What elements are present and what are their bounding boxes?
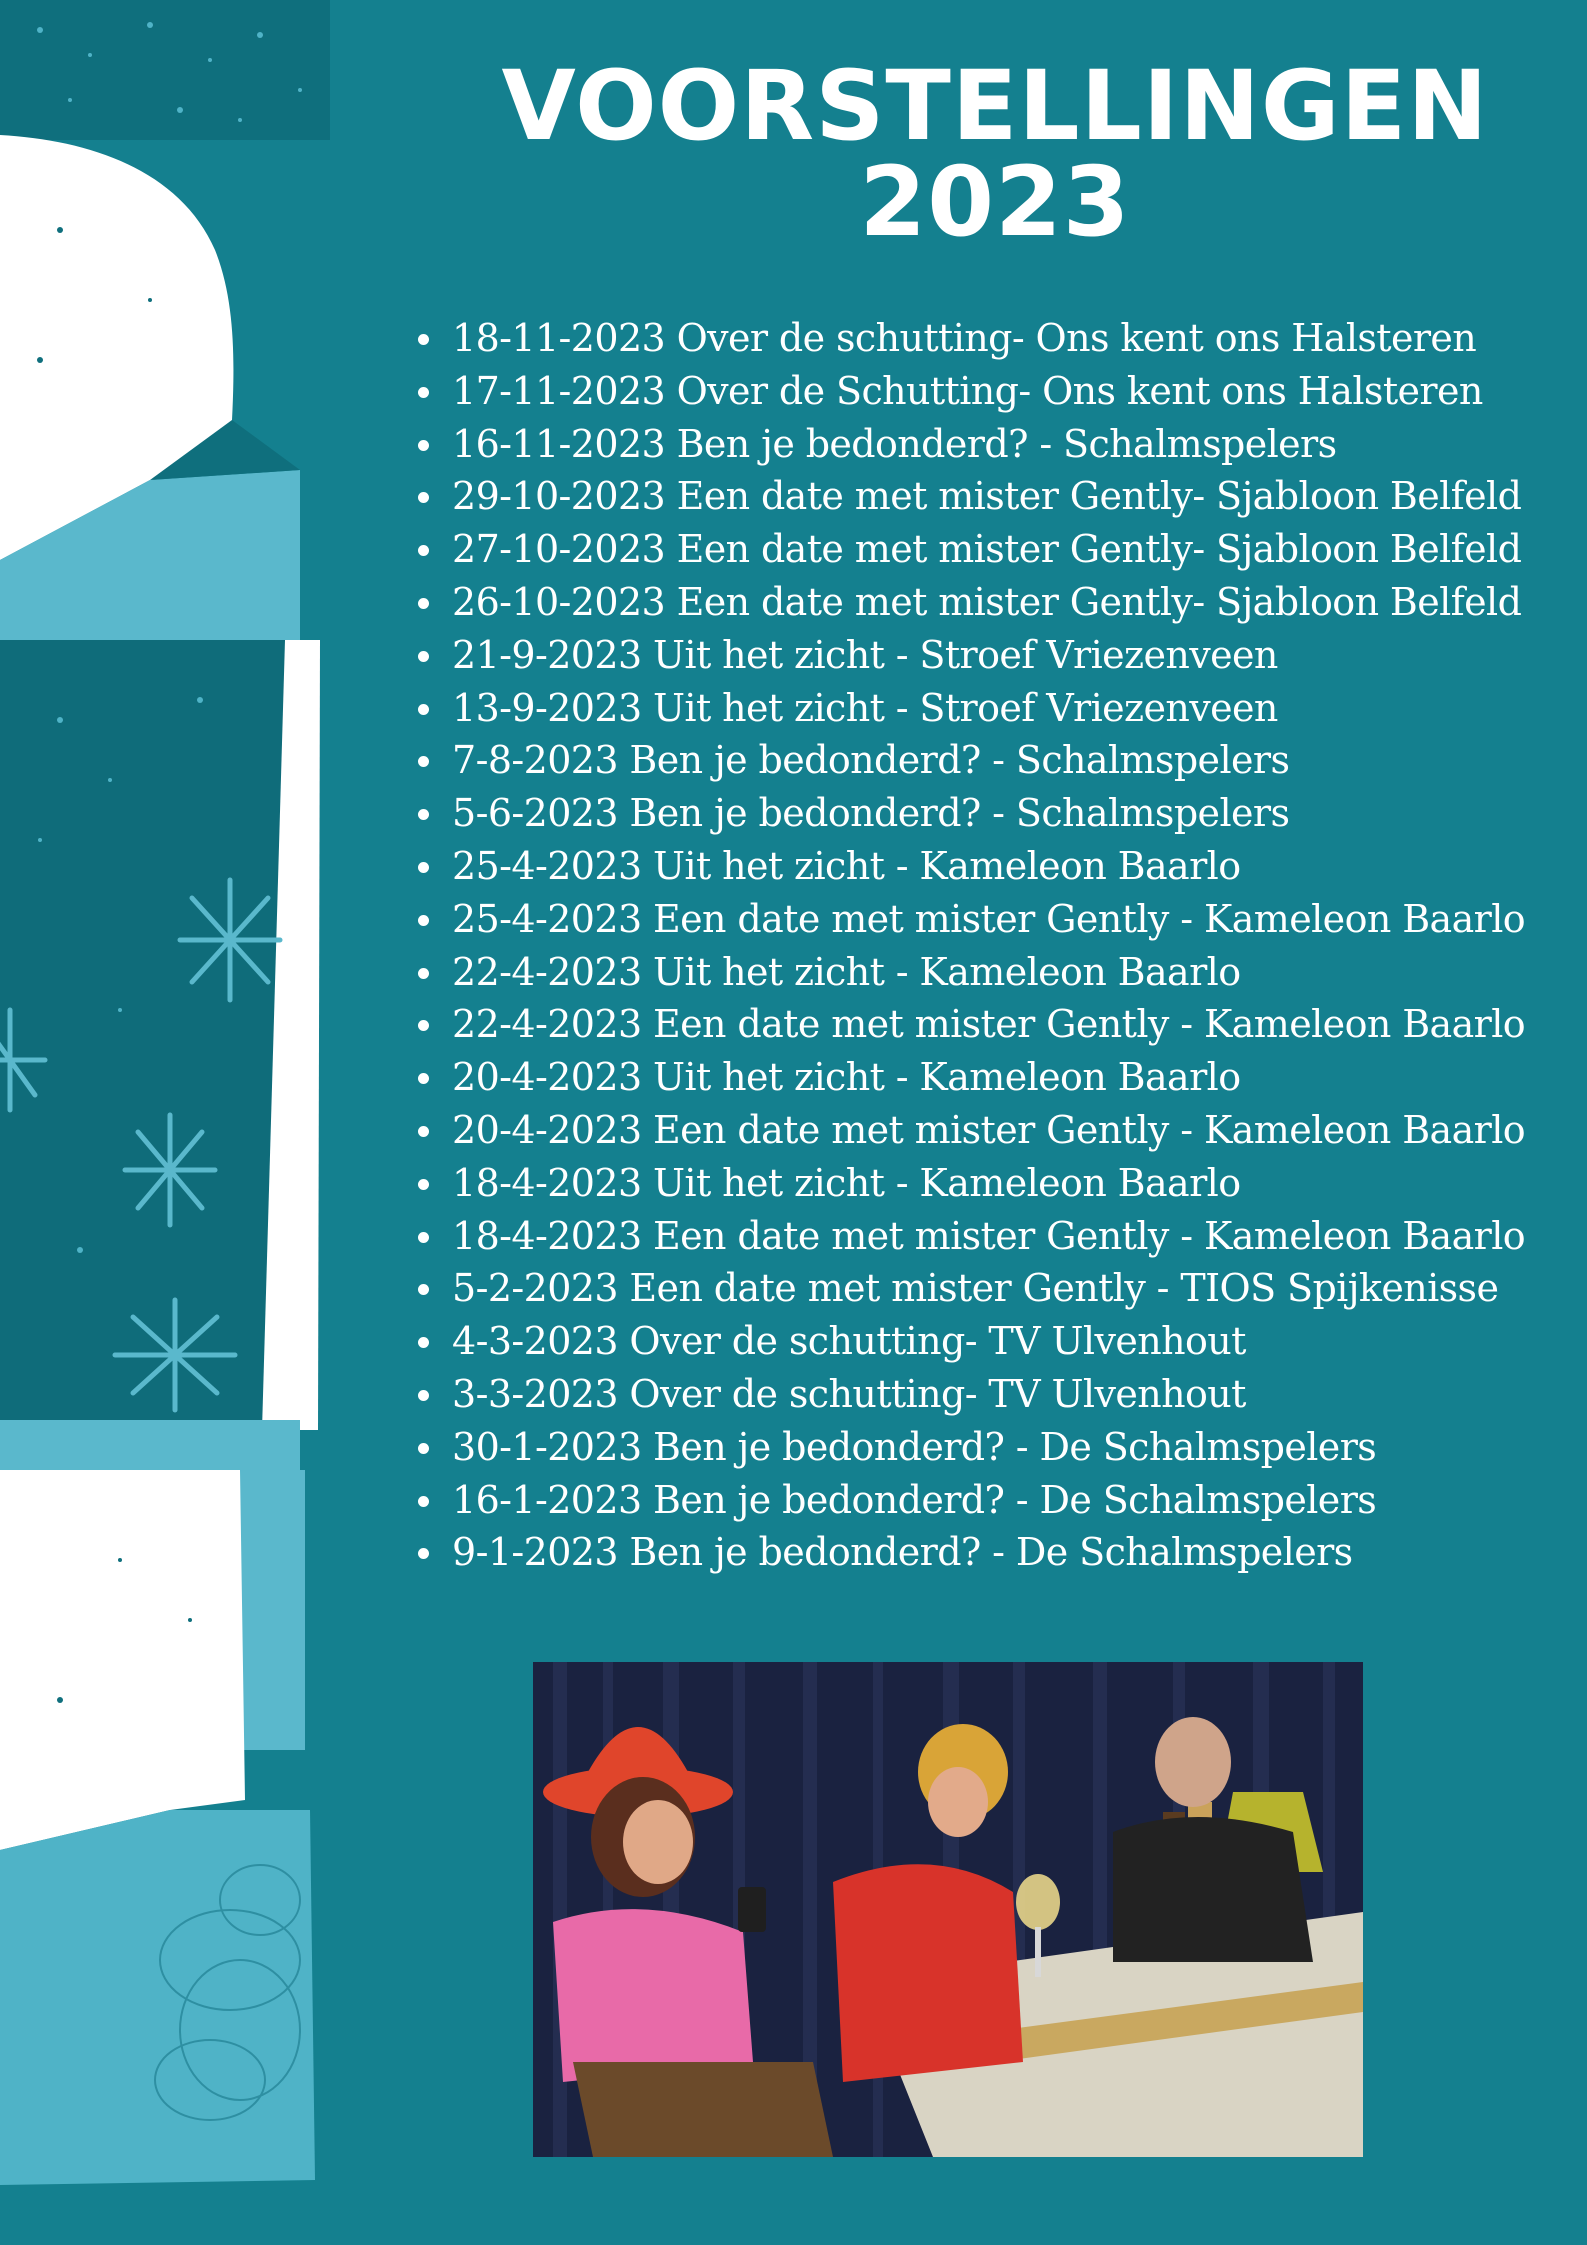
- performance-text: 21-9-2023 Uit het zicht - Stroef Vriezenveen: [452, 632, 1278, 677]
- bullet-icon: [418, 862, 429, 873]
- list-item: [412, 1526, 1582, 1579]
- performance-text: 26-10-2023 Een date met mister Gently- Sjabloon Belfeld: [452, 579, 1522, 624]
- list-item: [412, 1262, 1582, 1315]
- bullet-icon: [418, 492, 429, 503]
- title-line-1: VOORSTELLINGEN: [501, 50, 1489, 162]
- list-item: [412, 1368, 1582, 1421]
- performance-text: 20-4-2023 Uit het zicht - Kameleon Baarlo: [452, 1055, 1241, 1100]
- performance-text: 9-1-2023 Ben je bedonderd? - De Schalmspelers: [452, 1530, 1353, 1575]
- decorative-collage: [0, 0, 340, 2245]
- performance-text: 16-11-2023 Ben je bedonderd? - Schalmspelers: [452, 421, 1337, 466]
- bullet-icon: [418, 598, 429, 609]
- performance-text: 4-3-2023 Over de schutting- TV Ulvenhout: [452, 1319, 1246, 1364]
- performance-text: 3-3-2023 Over de schutting- TV Ulvenhout: [452, 1371, 1246, 1416]
- bullet-icon: [418, 756, 429, 767]
- bullet-icon: [418, 387, 429, 398]
- bullet-icon: [418, 1390, 429, 1401]
- bullet-icon: [418, 1179, 429, 1190]
- list-item: [412, 312, 1582, 365]
- list-item: [412, 998, 1582, 1051]
- bullet-icon: [418, 1126, 429, 1137]
- list-item: [412, 840, 1582, 893]
- performance-list: [412, 312, 1582, 1579]
- list-item: [412, 1051, 1582, 1104]
- performance-text: 16-1-2023 Ben je bedonderd? - De Schalmspelers: [452, 1477, 1377, 1522]
- performance-text: 5-6-2023 Ben je bedonderd? - Schalmspelers: [452, 791, 1290, 836]
- list-item: [412, 418, 1582, 471]
- list-item: [412, 1104, 1582, 1157]
- bullet-icon: [418, 1496, 429, 1507]
- performance-text: 22-4-2023 Een date met mister Gently - Kameleon Baarlo: [452, 1002, 1526, 1047]
- bullet-icon: [418, 704, 429, 715]
- performance-text: 30-1-2023 Ben je bedonderd? - De Schalmspelers: [452, 1424, 1377, 1469]
- title-line-2: 2023: [859, 146, 1131, 258]
- bullet-icon: [418, 1073, 429, 1084]
- performance-text: 22-4-2023 Uit het zicht - Kameleon Baarlo: [452, 949, 1241, 994]
- bullet-icon: [418, 1232, 429, 1243]
- performance-text: 20-4-2023 Een date met mister Gently - Kameleon Baarlo: [452, 1107, 1526, 1152]
- bullet-icon: [418, 334, 429, 345]
- list-item: [412, 893, 1582, 946]
- performance-text: 13-9-2023 Uit het zicht - Stroef Vriezenveen: [452, 685, 1278, 730]
- list-item: [412, 734, 1582, 787]
- performance-text: 17-11-2023 Over de Schutting- Ons kent ons Halsteren: [452, 368, 1483, 413]
- list-item: [412, 682, 1582, 735]
- list-item: [412, 1210, 1582, 1263]
- page-title: [420, 50, 1570, 258]
- list-item: [412, 365, 1582, 418]
- list-item: [412, 787, 1582, 840]
- bullet-icon: [418, 1284, 429, 1295]
- performance-text: 25-4-2023 Een date met mister Gently - Kameleon Baarlo: [452, 896, 1526, 941]
- bullet-icon: [418, 915, 429, 926]
- performance-text: 18-4-2023 Uit het zicht - Kameleon Baarlo: [452, 1160, 1241, 1205]
- performance-text: 18-11-2023 Over de schutting- Ons kent ons Halsteren: [452, 316, 1477, 360]
- bullet-icon: [418, 1443, 429, 1454]
- bullet-icon: [418, 651, 429, 662]
- bullet-icon: [418, 1020, 429, 1031]
- list-item: [412, 1421, 1582, 1474]
- list-item: [412, 576, 1582, 629]
- bullet-icon: [418, 440, 429, 451]
- collage-art: [0, 0, 340, 2245]
- performance-text: 7-8-2023 Ben je bedonderd? - Schalmspelers: [452, 738, 1290, 783]
- list-item: [412, 629, 1582, 682]
- list-item: [412, 523, 1582, 576]
- bullet-icon: [418, 545, 429, 556]
- stage-performance-icon: [533, 1662, 1363, 2157]
- bullet-icon: [418, 1548, 429, 1559]
- bullet-icon: [418, 968, 429, 979]
- list-item: [412, 1315, 1582, 1368]
- list-item: [412, 470, 1582, 523]
- stage-performance-photo: [533, 1662, 1363, 2157]
- performance-text: 27-10-2023 Een date met mister Gently- Sjabloon Belfeld: [452, 527, 1522, 572]
- performance-text: 29-10-2023 Een date met mister Gently- Sjabloon Belfeld: [452, 474, 1522, 519]
- performance-text: 18-4-2023 Een date met mister Gently - Kameleon Baarlo: [452, 1213, 1526, 1258]
- bullet-icon: [418, 1337, 429, 1348]
- bullet-icon: [418, 809, 429, 820]
- list-item: [412, 1474, 1582, 1527]
- performance-text: 5-2-2023 Een date met mister Gently - TIOS Spijkenisse: [452, 1266, 1499, 1311]
- performance-text: 25-4-2023 Uit het zicht - Kameleon Baarlo: [452, 843, 1241, 888]
- list-item: [412, 1157, 1582, 1210]
- list-item: [412, 946, 1582, 999]
